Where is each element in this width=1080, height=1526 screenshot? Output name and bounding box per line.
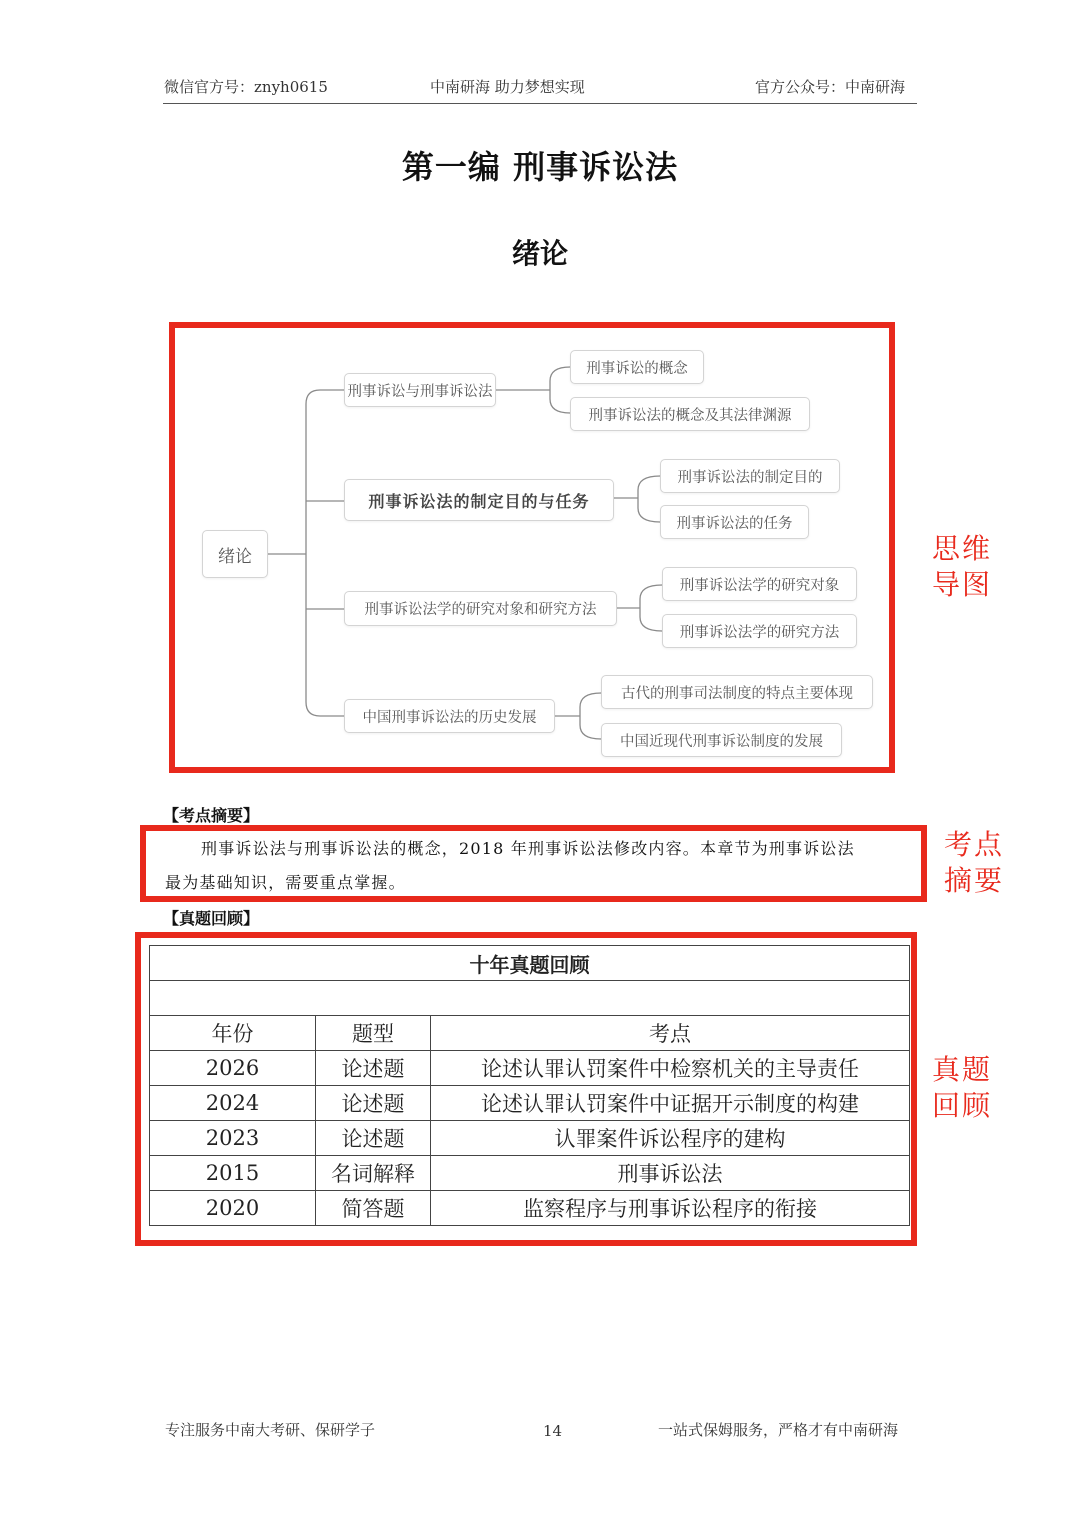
- review-table-blank-row: [150, 981, 910, 1016]
- mindmap-leaf-2-1: 刑事诉讼法的制定目的: [660, 459, 840, 493]
- page-title: 第一编 刑事诉讼法: [401, 148, 679, 186]
- header-center: 中南研海 助力梦想实现: [430, 78, 585, 96]
- mindmap-leaf-4-1: 古代的刑事司法制度的特点主要体现: [601, 675, 873, 709]
- cell-year: 2015: [150, 1156, 316, 1191]
- table-row: [150, 1121, 910, 1156]
- cell-topic: 监察程序与刑事诉讼程序的衔接: [431, 1191, 910, 1226]
- cell-topic: 论述认罪认罚案件中检察机关的主导责任: [431, 1051, 910, 1086]
- cell-type: 简答题: [316, 1191, 431, 1226]
- mindmap-branch-2: 刑事诉讼法的制定目的与任务: [344, 479, 614, 521]
- footer-left: 专注服务中南大考研、保研学子: [165, 1421, 376, 1439]
- table-row: [150, 1191, 910, 1226]
- cell-type: 名词解释: [316, 1156, 431, 1191]
- header-divider: [163, 103, 917, 104]
- cell-topic: 论述认罪认罚案件中证据开示制度的构建: [431, 1086, 910, 1121]
- mindmap-branch-1: 刑事诉讼与刑事诉讼法: [344, 373, 496, 407]
- mindmap-leaf-3-1: 刑事诉讼法学的研究对象: [662, 567, 857, 601]
- summary-annotation: 考点 摘要: [944, 828, 1005, 897]
- mindmap-annotation: 思维 导图: [932, 532, 993, 601]
- cell-year: 2026: [150, 1051, 316, 1086]
- mindmap-branch-4: 中国刑事诉讼法的历史发展: [344, 699, 555, 733]
- page-number: 14: [543, 1422, 563, 1440]
- review-table-wrap: [149, 945, 910, 1226]
- column-header-topic: 考点: [431, 1016, 910, 1051]
- mindmap-branch-3: 刑事诉讼法学的研究对象和研究方法: [344, 591, 617, 626]
- cell-year: 2023: [150, 1121, 316, 1156]
- mindmap-leaf-2-2: 刑事诉讼法的任务: [660, 505, 809, 539]
- section-title: 绪论: [511, 237, 568, 270]
- mindmap-leaf-1-1: 刑事诉讼的概念: [570, 350, 704, 384]
- footer-right: 一站式保姆服务，严格才有中南研海: [658, 1421, 899, 1439]
- mindmap-leaf-3-2: 刑事诉讼法学的研究方法: [662, 614, 857, 648]
- header-left: 微信官方号：znyh0615: [164, 78, 328, 96]
- column-header-year: 年份: [150, 1016, 316, 1051]
- cell-type: 论述题: [316, 1051, 431, 1086]
- table-row: [150, 1086, 910, 1121]
- cell-topic: 认罪案件诉讼程序的建构: [431, 1121, 910, 1156]
- mindmap-leaf-4-2: 中国近现代刑事诉讼制度的发展: [601, 723, 842, 757]
- table-row: [150, 1156, 910, 1191]
- cell-type: 论述题: [316, 1086, 431, 1121]
- review-table: [149, 945, 910, 1226]
- table-row: [150, 1051, 910, 1086]
- review-table-caption: 十年真题回顾: [150, 946, 910, 981]
- review-table-header-row: [150, 1016, 910, 1051]
- header-right: 官方公众号：中南研海: [755, 78, 906, 96]
- cell-year: 2024: [150, 1086, 316, 1121]
- summary-tag: 【考点摘要】: [163, 806, 260, 825]
- cell-year: 2020: [150, 1191, 316, 1226]
- cell-type: 论述题: [316, 1121, 431, 1156]
- column-header-type: 题型: [316, 1016, 431, 1051]
- mindmap-root: 绪论: [202, 530, 268, 578]
- cell-topic: 刑事诉讼法: [431, 1156, 910, 1191]
- review-annotation: 真题 回顾: [932, 1053, 993, 1122]
- review-tag: 【真题回顾】: [163, 909, 260, 928]
- summary-text: 刑事诉讼法与刑事诉讼法的概念，2018 年刑事诉讼法修改内容。本章节为刑事诉讼法 最为基础知识，需要重点掌握。: [165, 839, 855, 892]
- mindmap-leaf-1-2: 刑事诉讼法的概念及其法律渊源: [570, 397, 810, 431]
